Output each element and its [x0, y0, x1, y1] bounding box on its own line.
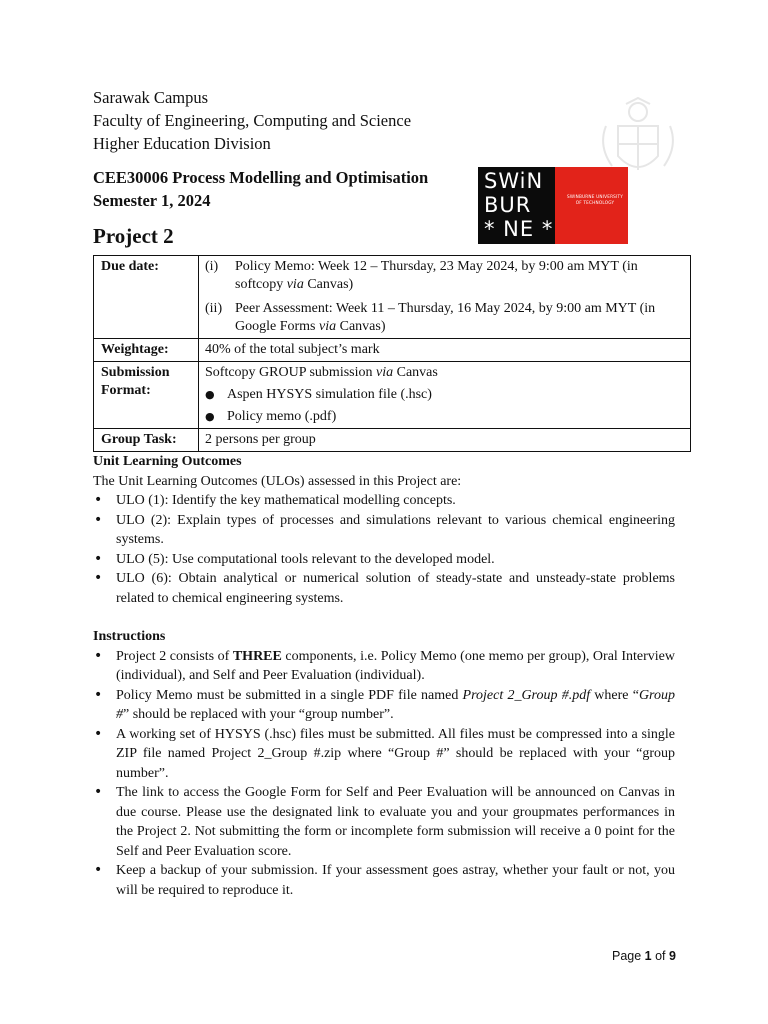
weightage-value: 40% of the total subject’s mark	[199, 339, 691, 362]
ulo-section	[93, 452, 675, 608]
faculty-name: Faculty of Engineering, Computing and Science	[93, 111, 412, 130]
submission-format-label: Submission Format:	[94, 362, 199, 429]
due-date-row	[94, 256, 691, 339]
group-task-label: Group Task:	[94, 429, 199, 452]
weightage-row	[94, 339, 691, 362]
logo-subtitle: SWINBURNE UNIVERSITY OF TECHNOLOGY	[567, 194, 623, 205]
group-task-row	[94, 429, 691, 452]
list-item: • ULO (5): Use computational tools relevant to the developed model.	[93, 550, 675, 570]
list-item: • Project 2 consists of THREE components, i.e. Policy Memo (one memo per group), Oral Interview (individual), and Self and Peer Evaluation (individual).	[93, 647, 675, 686]
list-item: • A working set of HYSYS (.hsc) files must be submitted. All files must be compressed into a single ZIP file named Project 2_Group #.zip where “Group #” should be replaced with your “group number”.	[93, 725, 675, 784]
division-name: Higher Education Division	[93, 134, 271, 153]
list-item: • ULO (2): Explain types of processes and simulations relevant to various chemical engineering systems.	[93, 511, 675, 550]
ulo-list	[93, 491, 675, 608]
list-item: • ULO (1): Identify the key mathematical modelling concepts.	[93, 491, 675, 511]
submission-format-row	[94, 362, 691, 429]
due-item: (ii) Peer Assessment: Week 11 – Thursday, 16 May 2024, by 9:00 am MYT (in Google Forms via Canvas)	[205, 301, 656, 334]
list-item: • ULO (6): Obtain analytical or numerical solution of steady-state and unsteady-state problems related to chemical engineering systems.	[93, 569, 675, 608]
course-title: CEE30006 Process Modelling and Optimisation	[93, 168, 429, 187]
list-item: • The link to access the Google Form for Self and Peer Evaluation will be announced on Canvas in due course. Please use the designated link to evaluate you and your groupmates performances in the Project 2. Not submitting the form or incomplete form submission will receive a 0 point for the Self and Peer Evaluation score.	[93, 783, 675, 861]
assessment-info-table	[93, 255, 691, 452]
institution-header	[93, 86, 411, 155]
semester: Semester 1, 2024	[93, 191, 211, 210]
swinburne-logo	[478, 167, 628, 244]
ulo-intro: The Unit Learning Outcomes (ULOs) assessed in this Project are:	[93, 473, 462, 489]
instructions-section	[93, 627, 675, 900]
weightage-label: Weightage:	[94, 339, 199, 362]
project-title: Project 2	[93, 224, 174, 248]
due-date-value	[199, 256, 691, 339]
due-item: (i) Policy Memo: Week 12 – Thursday, 23 May 2024, by 9:00 am MYT (in softcopy via Canvas)	[205, 259, 638, 292]
list-item: • Policy Memo must be submitted in a single PDF file named Project 2_Group #.pdf where “Group #” should be replaced with your “group number”.	[93, 686, 675, 725]
instructions-list	[93, 647, 675, 901]
page-number: Page 1 of 9	[612, 949, 676, 963]
bullet-icon: ●	[205, 388, 215, 401]
bullet-icon: ●	[205, 410, 215, 423]
submission-item: ● Aspen HYSYS simulation file (.hsc)	[205, 387, 432, 402]
course-info	[93, 166, 428, 212]
ulo-heading: Unit Learning Outcomes	[93, 454, 242, 469]
instructions-heading: Instructions	[93, 629, 166, 644]
submission-format-value: Softcopy GROUP submission via Canvas ● Aspen HYSYS simulation file (.hsc) ● Policy memo (.pdf)	[199, 362, 691, 429]
campus-name: Sarawak Campus	[93, 88, 209, 107]
submission-item: ● Policy memo (.pdf)	[205, 409, 337, 424]
logo-wordmark: SWiN BUR * NE *	[484, 169, 554, 241]
due-date-label: Due date:	[94, 256, 199, 339]
list-item: • Keep a backup of your submission. If your assessment goes astray, whether your fault or not, you will be required to reproduce it.	[93, 861, 675, 900]
group-task-value: 2 persons per group	[199, 429, 691, 452]
